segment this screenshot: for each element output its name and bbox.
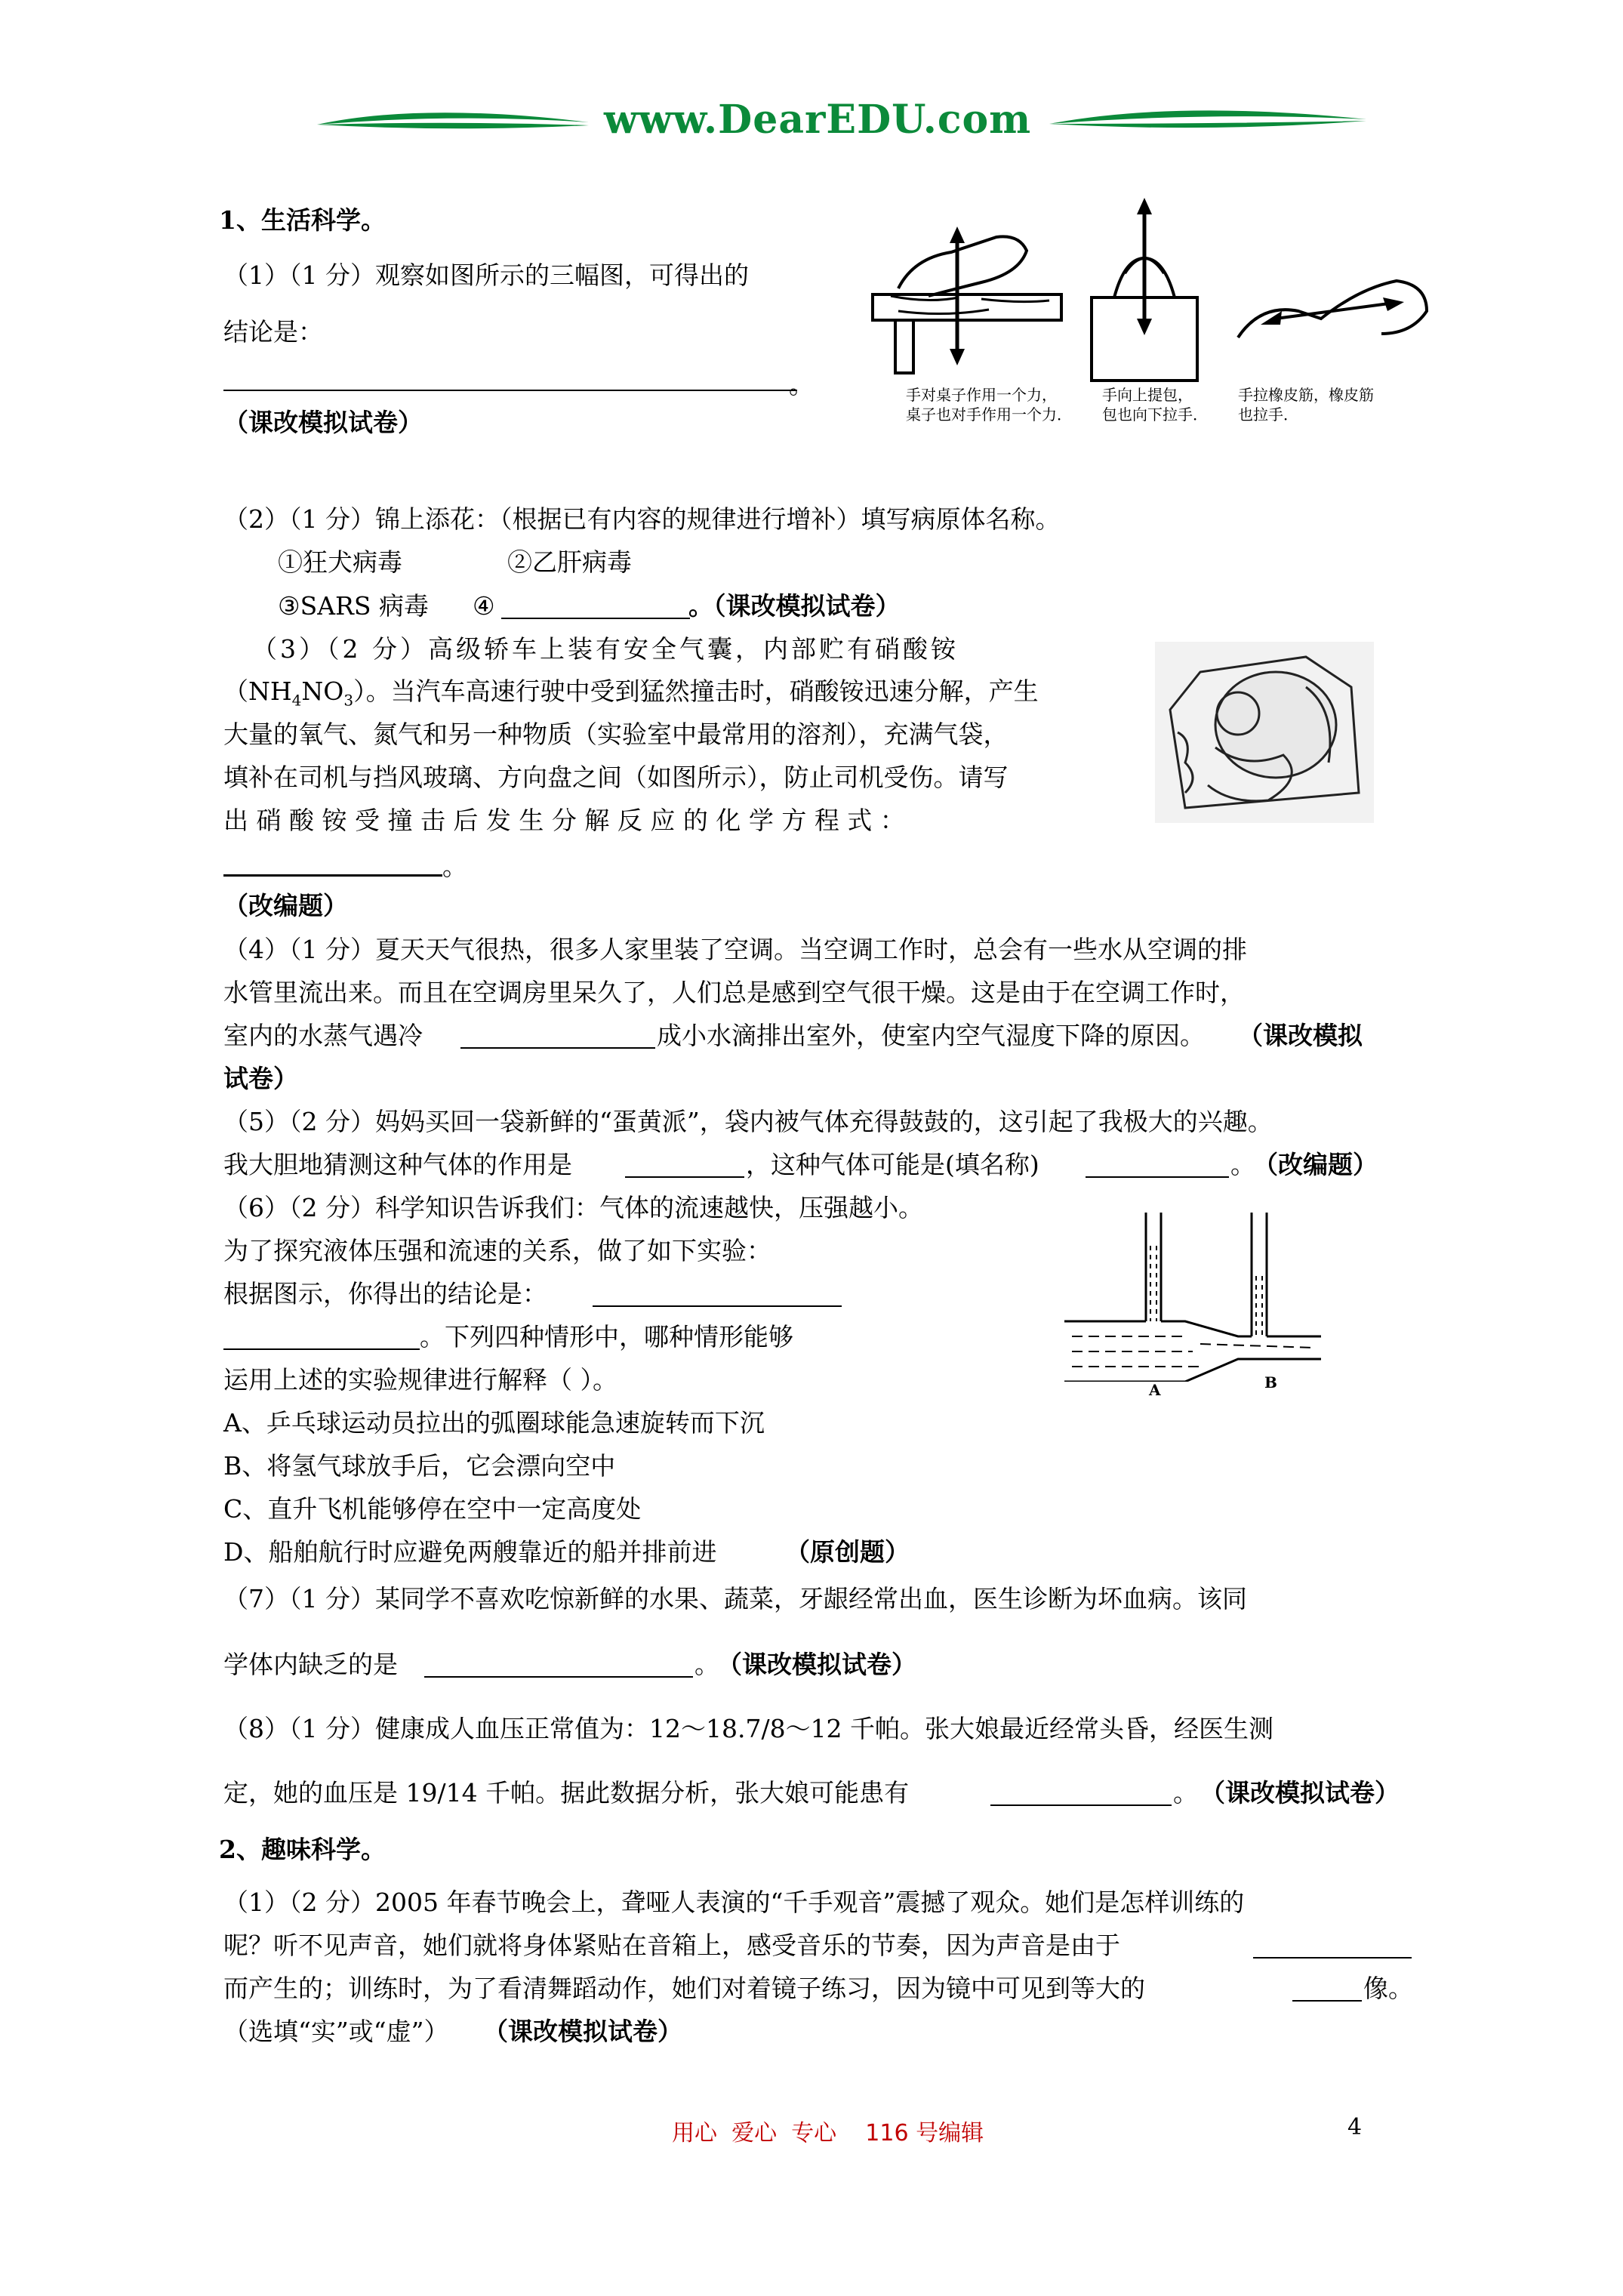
figure-caption-c1: 手拉橡皮筋，橡皮筋 (1238, 386, 1374, 404)
q4-tag1: （课改模拟 (1238, 1021, 1363, 1050)
footer-text: 用心 爱心 专心 116 号编辑 (672, 2120, 984, 2147)
q2-item4: ④ (473, 591, 495, 621)
q3-line2: $(NH_4NO_3)$。当汽车高速行驶中受到猛然撞击时，硝酸铵迅速分解，产生 (223, 676, 1039, 710)
figure-caption-c2: 也拉手． (1238, 405, 1298, 424)
q6-tag: （原创题） (785, 1537, 910, 1567)
q3-blank[interactable] (223, 874, 442, 877)
q1-end: 。 (789, 370, 814, 399)
q3-line4: 填补在司机与挡风玻璃、方向盘之间（如图所示），防止司机受伤。请写 (223, 763, 1009, 792)
q5-line2b: ，这种气体可能是(填名称) (746, 1150, 1039, 1179)
q2-tail: 。（课改模拟试卷） (688, 591, 901, 621)
venturi-tube-figure (1057, 1208, 1329, 1404)
s2q1-line1: （1）（2 分）2005 年春节晚会上，聋哑人表演的“千手观音”震撼了观众。她们是怎样训练的 (223, 1888, 1245, 1917)
q2-blank[interactable] (501, 618, 690, 619)
q6-line2: 为了探究液体压强和流速的关系，做了如下实验： (223, 1236, 771, 1265)
s2q1-line3a: 而产生的；训练时，为了看清舞蹈动作，她们对着镜子练习，因为镜中可见到等大的 (223, 1974, 1145, 2003)
figure-caption-a2: 桌子也对手作用一个力． (906, 405, 1072, 424)
force-pairs-figure (868, 198, 1442, 424)
q5-blank2[interactable] (1086, 1176, 1229, 1178)
q6-line3: 根据图示，你得出的结论是： (223, 1279, 547, 1308)
section1-title: 1、生活科学。 (219, 205, 386, 235)
q6-line1: （6）（2 分）科学知识告诉我们：气体的流速越快，压强越小。 (223, 1193, 923, 1222)
q3-line5: 出 硝 酸 铵 受 撞 击 后 发 生 分 解 反 应 的 化 学 方 程 式 ： (223, 806, 905, 835)
s2q1-tag: （课改模拟试卷） (483, 2017, 682, 2046)
q8-blank[interactable] (990, 1804, 1172, 1806)
q1-answer-blank[interactable] (223, 390, 797, 391)
q7-tag: （课改模拟试卷） (717, 1650, 916, 1679)
airbag-figure (1155, 642, 1374, 823)
q3-tag: （改编题） (223, 891, 348, 920)
q7-line1: （7）（1 分）某同学不喜欢吃惊新鲜的水果、蔬菜，牙龈经常出血，医生诊断为坏血病。该同 (223, 1584, 1247, 1613)
q6-option-c: C、直升飞机能够停在空中一定高度处 (223, 1494, 642, 1524)
q4-line3b: 成小水滴排出室外，使室内空气湿度下降的原因。 (657, 1021, 1205, 1050)
q5-line2a: 我大胆地猜测这种气体的作用是 (223, 1150, 572, 1179)
q6-blank2[interactable] (223, 1348, 420, 1350)
q3-end: 。 (442, 852, 467, 881)
s2q1-line2: 呢？听不见声音，她们就将身体紧贴在音箱上，感受音乐的节奏，因为声音是由于 (223, 1931, 1120, 1960)
q4-line1: （4）（1 分）夏天天气很热，很多人家里装了空调。当空调工作时，总会有一些水从空调的排 (223, 935, 1247, 964)
q1-tag: （课改模拟试卷） (223, 408, 423, 437)
q7-end: 。 (694, 1650, 719, 1679)
page-number: 4 (1347, 2114, 1363, 2140)
s2q1-blank1[interactable] (1253, 1957, 1412, 1959)
q2-item2: ②乙肝病毒 (507, 547, 632, 577)
tube-label-b: B (1264, 1373, 1277, 1391)
q8-line1: （8）（1 分）健康成人血压正常值为：12～18.7/8～12 千帕。张大娘最近经常头昏，经医生测 (223, 1714, 1274, 1743)
figure-caption-b2: 包也向下拉手． (1102, 405, 1208, 424)
q6-option-b: B、将氢气球放手后，它会漂向空中 (223, 1451, 616, 1481)
q6-line4: 。下列四种情形中，哪种情形能够 (420, 1322, 793, 1351)
s2q1-line4: （选填“实”或“虚”） (223, 2017, 449, 2046)
q4-blank[interactable] (460, 1047, 655, 1049)
s2q1-line3b: 像。 (1363, 1974, 1413, 2003)
q8-tag: （课改模拟试卷） (1200, 1778, 1400, 1808)
q2-item1: ①狂犬病毒 (278, 547, 402, 577)
s2q1-blank2[interactable] (1292, 2000, 1362, 2002)
q6-option-a: A、乒乓球运动员拉出的弧圈球能急速旋转而下沉 (223, 1408, 765, 1438)
q6-option-d: D、船舶航行时应避免两艘靠近的船并排前进 (223, 1537, 717, 1567)
figure-caption-b1: 手向上提包， (1102, 386, 1193, 404)
q4-tag2: 试卷） (223, 1064, 298, 1093)
q8-end: 。 (1173, 1778, 1198, 1808)
q8-line2: 定，她的血压是 19/14 千帕。据此数据分析，张大娘可能患有 (223, 1778, 910, 1808)
q7-blank[interactable] (424, 1676, 693, 1678)
q3-line3: 大量的氧气、氮气和另一种物质（实验室中最常用的溶剂），充满气袋， (223, 720, 1009, 749)
q6-line5: 运用上述的实验规律进行解释（ ）。 (223, 1365, 617, 1395)
q1-line1: （1）（1 分）观察如图所示的三幅图，可得出的 (223, 260, 749, 290)
q6-blank1[interactable] (593, 1305, 842, 1307)
figure-caption-a1: 手对桌子作用一个力， (906, 386, 1057, 404)
q1-line2: 结论是： (223, 317, 323, 347)
q3-line1: （3）（2 分）高级轿车上装有安全气囊，内部贮有硝酸铵 (252, 634, 959, 664)
q5-line1: （5）（2 分）妈妈买回一袋新鲜的“蛋黄派”，袋内被气体充得鼓鼓的，这引起了我极大的兴趣。 (223, 1107, 1273, 1136)
section2-title: 2、趣味科学。 (219, 1835, 386, 1864)
q4-line2: 水管里流出来。而且在空调房里呆久了，人们总是感到空气很干燥。这是由于在空调工作时， (223, 978, 1245, 1007)
q5-line2c: 。 (1230, 1150, 1255, 1179)
q2-line1: （2）（1 分）锦上添花：（根据已有内容的规律进行增补）填写病原体名称。 (223, 504, 1061, 534)
q2-item3: ③SARS 病毒 (278, 591, 429, 621)
q4-line3a: 室内的水蒸气遇冷 (223, 1021, 423, 1050)
q5-blank1[interactable] (625, 1176, 744, 1178)
tube-label-a: A (1149, 1381, 1161, 1399)
q7-line2: 学体内缺乏的是 (223, 1650, 398, 1679)
header-site-name[interactable]: www.DearEDU.com (604, 97, 1032, 143)
q5-tag: （改编题） (1253, 1150, 1378, 1179)
